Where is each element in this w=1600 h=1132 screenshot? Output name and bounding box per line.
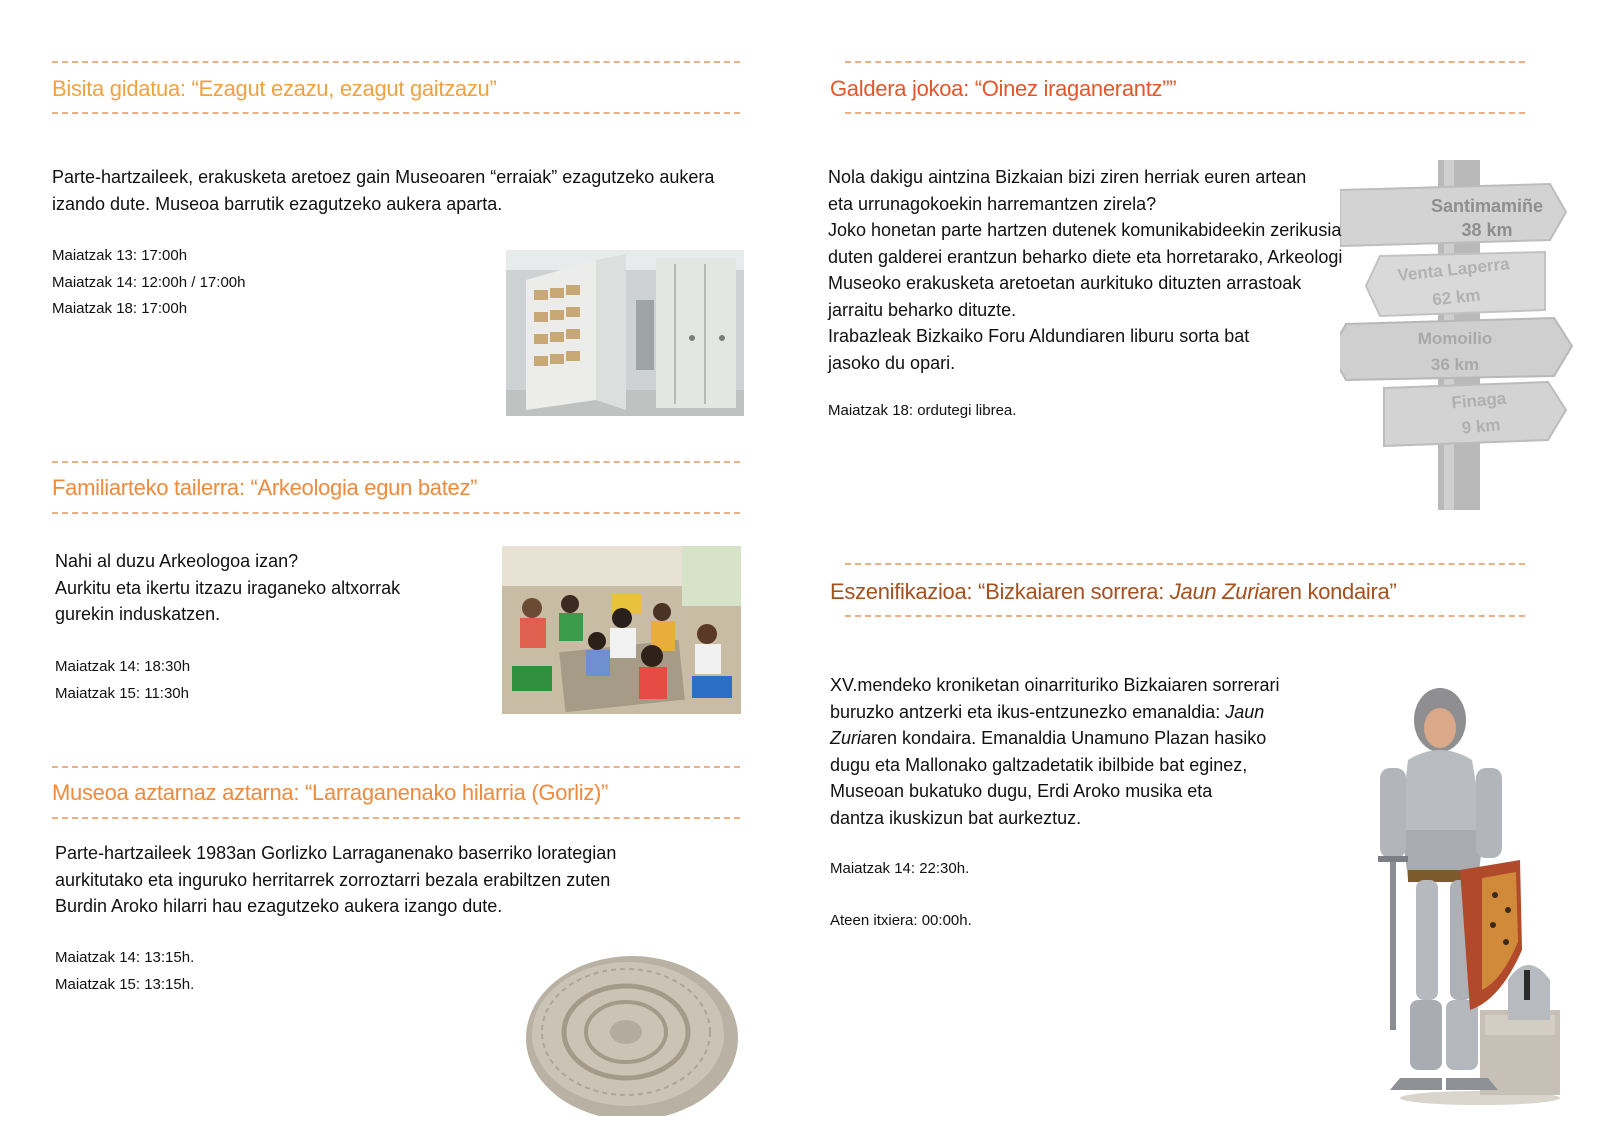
kids-workshop-photo — [502, 546, 741, 714]
section-title: Bisita gidatua: “Ezagut ezazu, ezagut gaitzazu” — [52, 76, 497, 101]
left-column — [52, 0, 752, 1132]
body-line: Museoan bukatuko dugu, Erdi Aroko musika eta — [830, 781, 1213, 801]
knight-image — [1360, 680, 1565, 1105]
body-line: Nola dakigu aintzina Bizkaian bizi ziren herriak euren artean — [828, 167, 1307, 187]
body-line: eta urrunagokoekin harremantzen zirela? — [828, 193, 1157, 214]
archive-shelves-image — [506, 250, 744, 416]
schedule-item: Maiatzak 18: ordutegi librea. — [828, 402, 1017, 419]
divider — [52, 61, 740, 63]
body-line: Museoko erakusketa aretoetan aurkituko dituzten arrastoak — [828, 273, 1302, 293]
section-body — [55, 840, 735, 920]
sign-label: Santimamiñe 38 km — [1430, 196, 1544, 240]
divider — [845, 615, 1525, 617]
sign-label: Momoilio 36 km — [1417, 329, 1493, 374]
right-column — [828, 0, 1585, 1132]
body-line: buruzko antzerki eta ikus-entzunezko emanaldia: Jaun — [830, 701, 1265, 722]
body-line: jarraitu beharko dituzte. — [828, 299, 1017, 320]
schedule-list — [830, 856, 972, 934]
body-line: gurekin induskatzen. — [55, 604, 221, 624]
body-line: Joko honetan parte hartzen dutenek komunikabideekin zerikusia — [828, 220, 1342, 240]
schedule-item: Maiatzak 14: 18:30h — [55, 658, 191, 675]
section-body — [828, 164, 1448, 376]
schedule-list — [52, 243, 245, 323]
schedule-item: Ateen itxiera: 00:00h. — [830, 912, 972, 929]
body-line: Burdin Aroko hilarri hau ezagutzeko aukera izango dute. — [55, 896, 503, 916]
divider — [52, 512, 740, 514]
knight-illustration — [1360, 680, 1565, 1105]
divider — [845, 112, 1525, 114]
divider — [845, 61, 1525, 63]
section-title: Familiarteko tailerra: “Arkeologia egun batez” — [52, 475, 478, 500]
stele-photo — [522, 940, 742, 1116]
kids-workshop-image — [502, 546, 741, 714]
sign-label: Venta Laperra 62 km — [1396, 254, 1511, 310]
body-line: duten galderei erantzun beharko diete eta horretarako, Arkeologi — [828, 246, 1343, 267]
sign-label: Finaga 9 km — [1450, 388, 1507, 438]
section-body — [55, 548, 505, 628]
schedule-list — [55, 945, 194, 998]
body-line: XV.mendeko kroniketan oinarrituriko Bizkaiaren sorrerari — [830, 675, 1280, 695]
schedule-list — [55, 654, 190, 707]
section-body — [830, 672, 1370, 831]
section-title: Museoa aztarnaz aztarna: “Larraganenako hilarria (Gorliz)” — [52, 780, 609, 805]
body-line: Irabazleak Bizkaiko Foru Aldundiaren liburu sorta bat — [828, 326, 1250, 346]
divider — [52, 817, 740, 819]
body-line: jasoko du opari. — [828, 352, 956, 373]
section-title: Galdera jokoa: “Oinez iraganerantz”” — [830, 76, 1177, 101]
body-line: Zuriaren kondaira. Emanaldia Unamuno Plazan hasiko — [830, 728, 1267, 748]
schedule-item: Maiatzak 18: 17:00h — [52, 300, 188, 317]
schedule-item: Maiatzak 14: 13:15h. — [55, 949, 195, 966]
schedule-item: Maiatzak 15: 13:15h. — [55, 975, 195, 993]
body-line: Parte-hartzaileek 1983an Gorlizko Larraganenako baserriko lorategian — [55, 843, 617, 863]
stele-image — [522, 940, 742, 1116]
section-title: Eszenifikazioa: “Bizkaiaren sorrera: Jaun Zuriaren kondaira” — [830, 579, 1397, 604]
schedule-list — [828, 398, 1016, 425]
divider — [52, 766, 740, 768]
body-line: dantza ikuskizun bat aurkeztuz. — [830, 807, 1082, 828]
body-line: dugu eta Mallonako galtzadetatik ibilbide bat eginez, — [830, 754, 1248, 775]
divider — [52, 112, 740, 114]
section-body: Parte-hartzaileek, erakusketa aretoez gain Museoaren “erraiak” ezagutzeko aukera izando dute. Museoa barrutik ezagutzeko aukera aparta. — [52, 167, 715, 214]
schedule-item: Maiatzak 13: 17:00h — [52, 247, 188, 264]
schedule-item: Maiatzak 14: 22:30h. — [830, 860, 970, 877]
schedule-item: Maiatzak 14: 12:00h / 17:00h — [52, 273, 246, 291]
divider — [845, 563, 1525, 565]
body-line: Nahi al duzu Arkeologoa izan? — [55, 551, 299, 571]
archive-shelves-photo — [506, 250, 744, 416]
body-line: Aurkitu eta ikertu itzazu iraganeko altxorrak — [55, 577, 401, 598]
body-line: aurkitutako eta inguruko herritarrek zorroztarri bezala erabiltzen zuten — [55, 869, 611, 890]
schedule-item: Maiatzak 15: 11:30h — [55, 684, 189, 702]
divider — [52, 461, 740, 463]
